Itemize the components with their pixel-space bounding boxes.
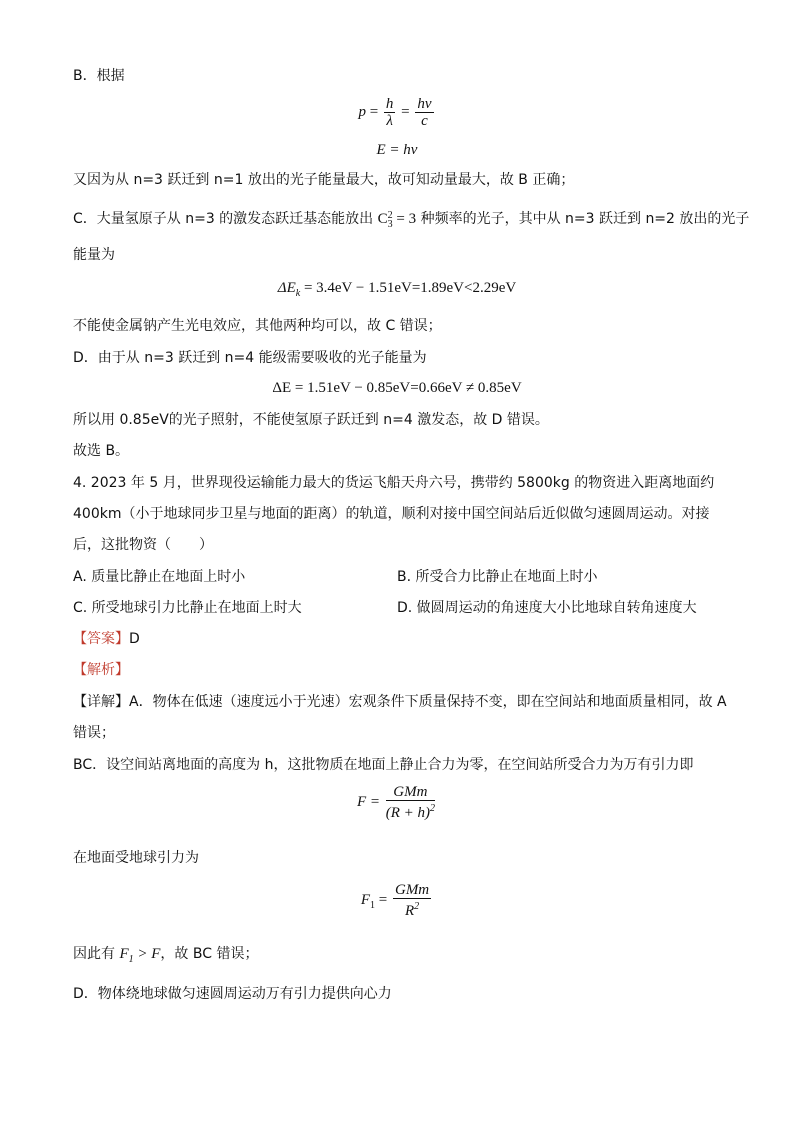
eq-f-fraction [386, 784, 435, 821]
dek-lhs: ΔE [277, 280, 296, 296]
eq-f1-den-wrap [393, 899, 431, 919]
dek-sub: k [295, 288, 301, 299]
bc-conclusion-b: ，故 BC 错误； [160, 946, 259, 962]
option-b-conclusion: 又因为从 n=3 跃迁到 n=1 放出的光子能量最大，故可知动量最大，故 B 正确； [73, 172, 575, 188]
eq-f1-fraction [393, 882, 431, 919]
equation-delta-ek [0, 278, 794, 304]
eq-p-eq1: = [369, 103, 379, 120]
answer-line [73, 629, 140, 649]
detail-a1: A．物体在低速（速度远小于光速）宏观条件下质量保持不变，即在空间站和地面质量相同，故 A [129, 694, 727, 710]
option-d-line: D．由于从 n=3 跃迁到 n=4 能级需要吸收的光子能量为 [73, 350, 427, 366]
analysis-tag: 【解析】 [73, 662, 129, 678]
eq-p-f2-num: hν [417, 96, 432, 112]
eq-f-den: (R + h) [385, 805, 431, 821]
choice-d: D. 做圆周运动的角速度大小比地球自转角速度大 [397, 600, 697, 616]
eq-f-den-sup: 2 [430, 803, 436, 814]
c-line1-a: C．大量氢原子从 n=3 的激发态跃迁基态能放出 [73, 211, 374, 227]
comb-c: C [377, 211, 388, 227]
option-c-line1 [73, 209, 749, 229]
analysis-line [73, 660, 129, 680]
equation-energy: E = hν [376, 142, 418, 158]
option-d-last: D．物体绕地球做匀速圆周运动万有引力提供向心力 [73, 986, 392, 1002]
choose-line: 故选 B。 [73, 443, 130, 459]
eq-f1-den: R [404, 903, 415, 919]
combination-c32 [377, 209, 417, 230]
eq-p-f1-den: λ [386, 113, 393, 129]
eq-p-f2-den: c [421, 113, 428, 129]
comb-sub: 3 [387, 218, 393, 230]
choice-c: C. 所受地球引力比静止在地面上时大 [73, 600, 302, 616]
bc-conclusion [73, 944, 258, 970]
eq-f-num: GMm [386, 784, 435, 801]
eq-p-f1-num: h [385, 96, 394, 112]
equation-momentum [0, 96, 794, 136]
comb-sup: 2 [387, 209, 393, 221]
eq-p-fraction-1 [384, 96, 396, 129]
choice-b: B. 所受合力比静止在地面上时小 [397, 569, 598, 585]
equation-force-ground [0, 882, 794, 922]
eq-f1-eq: = [378, 891, 388, 908]
ineq-rest: > F [133, 946, 161, 962]
eq-f1-num: GMm [394, 882, 430, 898]
dek-rest: = 3.4eV − 1.51eV=1.89eV<2.29eV [303, 280, 517, 296]
eq-f-den-wrap [386, 801, 435, 821]
ground-force-line: 在地面受地球引力为 [73, 850, 199, 866]
equation-delta-e: ΔE = 1.51eV − 0.85eV=0.66eV ≠ 0.85eV [272, 380, 522, 396]
option-b-intro: B．根据 [73, 68, 125, 84]
answer-value: D [129, 631, 140, 647]
eq-f1-lhs-sub: 1 [370, 899, 376, 911]
eq-p-fraction-2 [415, 96, 433, 129]
detail-a-line1 [73, 692, 727, 712]
question4-line2: 400km（小于地球同步卫星与地面的距离）的轨道，顺利对接中国空间站后近似做匀速圆周运动。对接 [73, 506, 710, 522]
c-line1-b: 种频率的光子，其中从 n=3 跃迁到 n=2 放出的光子 [420, 211, 750, 227]
comb-eq: = 3 [396, 211, 417, 227]
eq-p-eq2: = [401, 103, 410, 120]
eq-f1-lhs: F [360, 891, 371, 908]
bc-line: BC．设空间站离地面的高度为 h，这批物质在地面上静止合力为零，在空间站所受合力为万有引力即 [73, 757, 694, 773]
detail-a-line2: 错误； [73, 725, 115, 741]
eq-f1-den-sup: 2 [414, 901, 420, 912]
question4-line1: 4. 2023 年 5 月，世界现役运输能力最大的货运飞船天舟六号，携带约 5800kg 的物资进入距离地面约 [73, 475, 715, 491]
detail-tag: 【详解】 [73, 694, 129, 710]
ineq-f1: F [119, 946, 129, 962]
answer-tag: 【答案】 [73, 631, 129, 647]
question4-line3: 后，这批物资（ ） [73, 537, 213, 553]
option-c-conclusion: 不能使金属钠产生光电效应，其他两种均可以，故 C 错误； [73, 318, 442, 334]
eq-f-lhs: F = [356, 793, 380, 810]
eq-p-lhs: p [358, 103, 366, 120]
bc-conclusion-a: 因此有 [73, 946, 115, 962]
bc-inequality [119, 946, 161, 965]
ineq-f1-sub: 1 [128, 954, 134, 965]
option-d-conclusion: 所以用 0.85eV的光子照射，不能使氢原子跃迁到 n=4 激发态，故 D 错误。 [73, 412, 549, 428]
choice-a: A. 质量比静止在地面上时小 [73, 569, 246, 585]
equation-force [0, 784, 794, 832]
option-c-line2: 能量为 [73, 247, 115, 263]
